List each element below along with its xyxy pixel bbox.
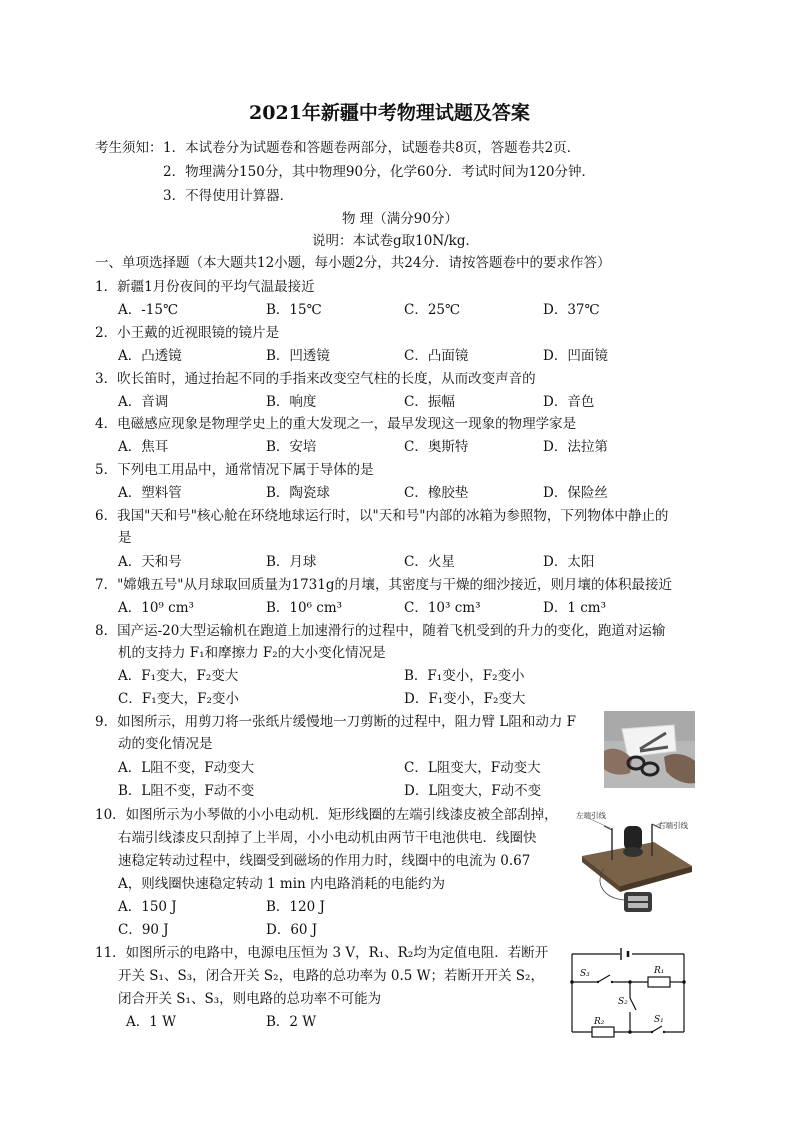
- q11-option-b: B．2 W: [266, 1014, 317, 1030]
- motor-illustration: [574, 808, 698, 916]
- q6-option-d: D．太阳: [543, 554, 595, 570]
- q5-option-d: D．保险丝: [543, 485, 608, 501]
- q2-option-d: D．凹面镜: [543, 348, 608, 364]
- notice-item-2: 2．物理满分150分，其中物理90分，化学60分．考试时间为120分钟．: [163, 164, 595, 180]
- q5-option-b: B．陶瓷球: [266, 485, 330, 501]
- s2-label: S₂: [618, 997, 628, 1007]
- s1-label: S₁: [654, 1015, 664, 1025]
- circuit-illustration: [562, 946, 696, 1040]
- q11-stem-line3: 闭合开关 S₁、S₃，则电路的总功率不可能为: [118, 991, 382, 1007]
- q4-option-c: C．奥斯特: [404, 439, 469, 455]
- q11-stem-line2: 开关 S₁、S₃，闭合开关 S₂，电路的总功率为 0.5 W；若断开开关 S₂，: [118, 968, 544, 984]
- q4-stem: 4．电磁感应现象是物理学史上的重大发现之一，最早发现这一现象的物理学家是: [95, 416, 577, 432]
- q1-option-a: A．-15℃: [118, 302, 179, 318]
- q2-option-b: B．凹透镜: [266, 348, 330, 364]
- q6-stem-line2: 是: [118, 530, 132, 546]
- right-lead-label: 右端引线: [658, 821, 688, 830]
- q3-stem: 3．吹长笛时，通过抬起不同的手指来改变空气柱的长度，从而改变声音的: [95, 371, 536, 387]
- q6-option-a: A．天和号: [118, 554, 182, 570]
- q8-option-b: B．F₁变小，F₂变小: [404, 668, 525, 684]
- left-lead-label: 左端引线: [576, 811, 606, 820]
- r2-label: R₂: [594, 1017, 605, 1027]
- q9-option-a: A．L阻不变，F动变大: [118, 760, 255, 776]
- q2-option-c: C．凸面镜: [404, 348, 469, 364]
- q6-option-b: B．月球: [266, 554, 317, 570]
- q3-option-d: D．音色: [543, 394, 595, 410]
- motor-figure: [574, 808, 698, 916]
- q7-option-b: B．10⁶ cm³: [266, 600, 343, 616]
- notice-item-1: 1．本试卷分为试题卷和答题卷两部分，试题卷共8页，答题卷共2页．: [163, 140, 581, 156]
- q1-option-d: D．37℃: [543, 302, 600, 318]
- page-title: 2021年新疆中考物理试题及答案: [249, 102, 530, 124]
- q5-option-a: A．塑料管: [118, 485, 182, 501]
- q1-stem: 1．新疆1月份夜间的平均气温最接近: [95, 279, 315, 295]
- q9-stem-line1: 9．如图所示，用剪刀将一张纸片缓慢地一刀剪断的过程中，阻力臂 L阻和动力 F: [95, 714, 577, 730]
- q3-option-c: C．振幅: [404, 394, 455, 410]
- q7-option-a: A．10⁹ cm³: [118, 600, 194, 616]
- scissors-photo: [604, 711, 695, 788]
- q8-option-a: A．F₁变大，F₂变大: [118, 668, 239, 684]
- r1-label: R₁: [654, 966, 665, 976]
- q7-option-c: C．10³ cm³: [404, 600, 481, 616]
- q4-option-d: D．法拉第: [543, 439, 608, 455]
- q10-stem-line3: 速稳定转动过程中，线圈受到磁场的作用力时，线圈中的电流为 0.67: [118, 853, 531, 869]
- q9-stem-line2: 动的变化情况是: [118, 736, 213, 752]
- q6-option-c: C．火星: [404, 554, 455, 570]
- s3-label: S₃: [580, 969, 590, 979]
- q10-option-b: B．120 J: [266, 899, 325, 915]
- q8-option-d: D．F₁变小，F₂变大: [404, 691, 526, 707]
- q5-stem: 5．下列电工用品中，通常情况下属于导体的是: [95, 462, 374, 478]
- q2-option-a: A．凸透镜: [118, 348, 182, 364]
- part-heading: 一、单项选择题（本大题共12小题，每小题2分，共24分．请按答题卷中的要求作答）: [95, 255, 611, 271]
- note: 说明：本试卷g取10N/kg．: [312, 233, 480, 249]
- notice-item-3: 3．不得使用计算器．: [163, 188, 294, 204]
- q10-stem-line1: 10．如图所示为小琴做的小小电动机．矩形线圈的左端引线漆皮被全部刮掉，: [95, 807, 558, 823]
- q5-option-c: C．橡胶垫: [404, 485, 469, 501]
- q7-stem: 7．"嫦娥五号"从月球取回质量为1731g的月壤，其密度与干燥的细沙接近，则月壤的体积最接近: [95, 577, 673, 593]
- notice-label: 考生须知：: [95, 140, 163, 156]
- q9-option-b: B．L阻不变，F动不变: [118, 783, 255, 799]
- q8-stem-line1: 8．国产运-20大型运输机在跑道上加速滑行的过程中，随着飞机受到的升力的变化，跑道对运输: [95, 623, 666, 639]
- q1-option-b: B．15℃: [266, 302, 322, 318]
- q4-option-b: B．安培: [266, 439, 317, 455]
- q8-stem-line2: 机的支持力 F₁和摩擦力 F₂的大小变化情况是: [118, 645, 386, 661]
- q2-stem: 2．小王戴的近视眼镜的镜片是: [95, 325, 280, 341]
- circuit-diagram: [562, 946, 696, 1040]
- scissors-illustration: [604, 711, 695, 788]
- q10-option-a: A．150 J: [118, 899, 177, 915]
- q3-option-a: A．音调: [118, 394, 169, 410]
- q10-option-d: D．60 J: [266, 922, 318, 938]
- q4-option-a: A．焦耳: [118, 439, 169, 455]
- section-title: 物 理（满分90分）: [342, 211, 458, 227]
- q6-stem-line1: 6．我国"天和号"核心舱在环绕地球运行时，以"天和号"内部的冰箱为参照物，下列物体中静止的: [95, 508, 669, 524]
- q10-stem-line2: 右端引线漆皮只刮掉了上半周，小小电动机由两节干电池供电．线圈快: [118, 830, 537, 846]
- q3-option-b: B．响度: [266, 394, 317, 410]
- q10-option-c: C．90 J: [118, 922, 169, 938]
- q11-option-a: A．1 W: [126, 1014, 177, 1030]
- q11-stem-line1: 11．如图所示的电路中，电源电压恒为 3 V，R₁、R₂均为定值电阻．若断开: [95, 945, 549, 961]
- q10-stem-line4: A，则线圈快速稳定转动 1 min 内电路消耗的电能约为: [118, 876, 446, 892]
- q8-option-c: C．F₁变大，F₂变小: [118, 691, 239, 707]
- q1-option-c: C．25℃: [404, 302, 461, 318]
- q9-option-c: C．L阻变大，F动变大: [404, 760, 541, 776]
- q7-option-d: D．1 cm³: [543, 600, 606, 616]
- q9-option-d: D．L阻变大，F动不变: [404, 783, 542, 799]
